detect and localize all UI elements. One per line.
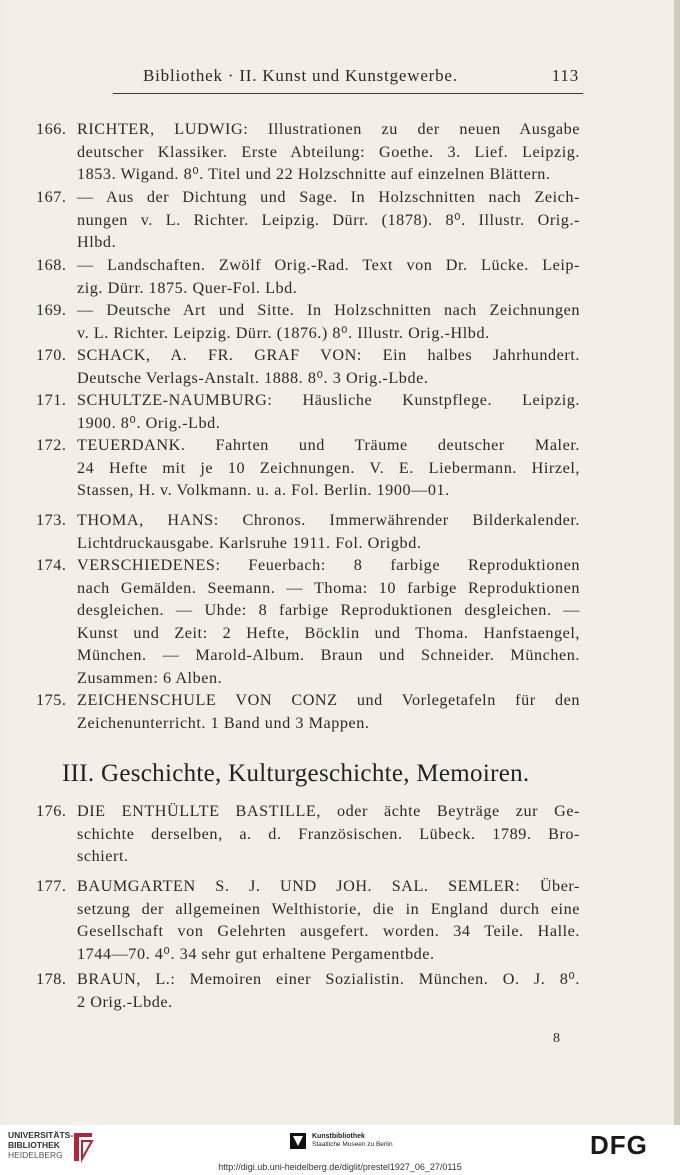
dfg-logo: DFG	[590, 1130, 648, 1160]
entry-number: 170.	[36, 346, 67, 364]
section-heading: III. Geschichte, Kulturgeschichte, Memoiren.	[62, 760, 530, 787]
entry-line: nach Gemälden. Seemann. — Thoma: 10 farbige Reproduktionen	[77, 578, 580, 597]
entry-text	[77, 299, 580, 344]
entry-line: schiert.	[77, 847, 129, 865]
entry-line: SCHULTZE-NAUMBURG: Häusliche Kunstpflege. Leipzig.	[77, 391, 580, 409]
entry-line: ZEICHENSCHULE VON CONZ und Vorlegetafeln für den	[77, 691, 580, 709]
header-rule	[113, 93, 583, 94]
entry-line: schichte derselben, a. d. Französischen. Lübeck. 1789. Bro-	[77, 824, 580, 843]
entry-line: TEUERDANK. Fahrten und Träume deutscher Maler.	[77, 436, 580, 454]
entry-text	[77, 509, 580, 554]
header-page-number: 113	[551, 66, 579, 85]
entry-line: 1744—70. 4⁰. 34 sehr gut erhaltene Pergamentbde.	[77, 944, 435, 963]
entry-line: Deutsche Verlags-Anstalt. 1888. 8⁰. 3 Orig.-Lbde.	[77, 368, 429, 387]
entry-text	[77, 434, 580, 502]
entry-line: nungen v. L. Richter. Leipzig. Dürr. (1878). 8⁰. Illustr. Orig.-	[77, 210, 580, 229]
heidelberg-library-label	[8, 1130, 73, 1160]
entry-text	[77, 118, 580, 186]
heidelberg-logo-icon	[70, 1129, 96, 1165]
entry-line: v. L. Richter. Leipzig. Dürr. (1876.) 8⁰. Illustr. Orig.-Hlbd.	[77, 323, 490, 342]
page-edge	[674, 0, 680, 1125]
entry-text	[77, 254, 580, 299]
entry-line: Gesellschaft von Gelehrten ausgefert. worden. 34 Teile. Halle.	[77, 922, 580, 940]
kb-title: Kunstbibliothek	[312, 1133, 365, 1140]
entry-number: 173.	[36, 511, 67, 529]
entry-line: deutscher Klassiker. Erste Abteilung: Goethe. 3. Lief. Leipzig.	[77, 142, 580, 161]
entry-number: 166.	[36, 120, 67, 138]
entry-line: desgleichen. — Uhde: 8 farbige Reproduktionen desgleichen. —	[77, 601, 580, 619]
uni-line-1: UNIVERSITÄTS-	[8, 1130, 74, 1140]
entry-line: SCHACK, A. FR. GRAF VON: Ein halbes Jahrhundert.	[77, 346, 580, 364]
source-url[interactable]: http://digi.ub.uni-heidelberg.de/diglit/prestel1927_06_27/0115	[218, 1162, 462, 1172]
entry-line: München. — Marold-Album. Braun und Schneider. München.	[77, 646, 580, 664]
entry-line: THOMA, HANS: Chronos. Immerwährender Bilderkalender.	[77, 511, 580, 529]
entry-line: 1853. Wigand. 8⁰. Titel und 22 Holzschnitte auf einzelnen Blättern.	[77, 165, 551, 183]
entry-line: Lichtdruckausgabe. Karlsruhe 1911. Fol. Origbd.	[77, 533, 422, 552]
entry-text	[77, 344, 580, 389]
entry-line: Stassen, H. v. Volkmann. u. a. Fol. Berlin. 1900—01.	[77, 481, 450, 499]
entry-number: 172.	[36, 436, 67, 454]
entry-line: setzung der allgemeinen Welthistorie, die in England durch eine	[77, 899, 580, 918]
entry-line: 24 Hefte mit je 10 Zeichnungen. V. E. Liebermann. Hirzel,	[77, 458, 580, 477]
entry-line: — Deutsche Art und Sitte. In Holzschnitten nach Zeichnungen	[77, 301, 580, 319]
entry-text	[77, 389, 580, 434]
entry-line: — Aus der Dichtung und Sage. In Holzschnitten nach Zeich-	[77, 188, 580, 206]
uni-line-2: BIBLIOTHEK	[8, 1140, 60, 1150]
entry-text	[77, 689, 580, 734]
entry-number: 167.	[36, 188, 67, 206]
header-title: Bibliothek · II. Kunst und Kunstgewerbe.	[143, 66, 458, 85]
uni-line-3: HEIDELBERG	[8, 1150, 63, 1160]
entry-number: 171.	[36, 391, 67, 409]
kunstbibliothek-label	[312, 1133, 393, 1149]
entry-line: Zeichenunterricht. 1 Band und 3 Mappen.	[77, 713, 370, 732]
entry-number: 178.	[36, 970, 67, 988]
entry-number: 168.	[36, 256, 67, 274]
entry-line: 2 Orig.-Lbde.	[77, 992, 173, 1011]
entry-text	[77, 186, 580, 254]
entry-line: VERSCHIEDENES: Feuerbach: 8 farbige Reproduktionen	[77, 556, 580, 574]
entry-number: 169.	[36, 301, 67, 319]
entry-line: Zusammen: 6 Alben.	[77, 668, 223, 687]
entry-text	[77, 875, 580, 965]
signature-mark: 8	[553, 1031, 560, 1046]
entry-text	[77, 554, 580, 689]
entry-text	[77, 800, 580, 868]
entry-line: BRAUN, L.: Memoiren einer Sozialistin. München. O. J. 8⁰.	[77, 970, 580, 988]
entry-number: 177.	[36, 877, 67, 895]
entry-line: BAUMGARTEN S. J. UND JOH. SAL. SEMLER: Über-	[77, 877, 580, 895]
entry-number: 174.	[36, 556, 67, 574]
entry-line: — Landschaften. Zwölf Orig.-Rad. Text von Dr. Lücke. Leip-	[77, 256, 580, 274]
entry-line: zig. Dürr. 1875. Quer-Fol. Lbd.	[77, 278, 298, 297]
kunstbibliothek-logo-icon	[290, 1133, 306, 1149]
kb-subtitle: Staatliche Museen zu Berlin	[312, 1141, 393, 1148]
entry-line: Hlbd.	[77, 233, 117, 251]
entry-text	[77, 968, 580, 1013]
viewer-footer	[0, 1125, 680, 1175]
entry-line: Kunst und Zeit: 2 Hefte, Böcklin und Thoma. Hanfstaengel,	[77, 623, 580, 642]
entry-line: DIE ENTHÜLLTE BASTILLE, oder ächte Beyträge zur Ge-	[77, 802, 580, 820]
entry-number: 176.	[36, 802, 67, 820]
entry-number: 175.	[36, 691, 67, 709]
entry-line: 1900. 8⁰. Orig.-Lbd.	[77, 413, 221, 432]
entry-line: RICHTER, LUDWIG: Illustrationen zu der neuen Ausgabe	[77, 120, 580, 138]
